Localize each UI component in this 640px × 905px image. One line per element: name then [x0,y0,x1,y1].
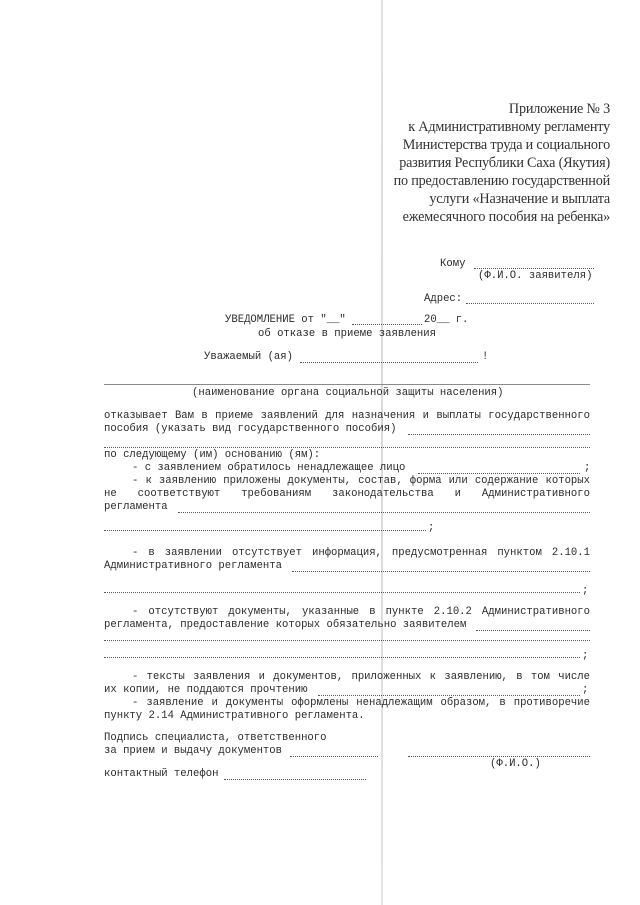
reason-1-line [418,473,580,474]
benefit-type-line-2 [104,447,590,448]
reason-3-line-2: Административного регламента [104,560,283,572]
reason-4-line-b [104,640,590,641]
annex-line-6: услуги «Назначение и выплата [429,191,610,207]
reason-4-line [476,630,590,631]
reason-4-end: ; [582,650,589,662]
reason-6-line-2: пункту 2.14 Административного регламента. [104,710,365,722]
reason-2-line-3: регламента [104,501,168,513]
refuse-line-2: пособия (указать вид государственного пособия) [104,423,397,435]
to-fill-line [474,268,594,269]
salutation-end: ! [482,351,489,363]
annex-line-2: к Административному регламенту [408,119,610,135]
reason-2-line-2: не соответствуют требованиям законодательства и Административного [104,488,590,500]
reason-3-end: ; [582,585,589,597]
notice-title-year: 20__ г. [424,314,469,326]
signature-fill-line [290,756,378,757]
organ-fill-line [104,384,590,385]
refuse-line-1: отказывает Вам в приеме заявлений для назначения и выплаты государственного [104,410,590,422]
annex-line-3: Министерства труда и социального [402,137,610,153]
annex-line-5: по предоставлению государственной [393,173,610,189]
salutation-fill-line [300,362,478,363]
annex-line-1: Приложение № 3 [508,101,610,117]
address-fill-line [466,303,594,304]
reason-2-line [178,512,590,513]
reason-5-line-2: их копии, не поддаются прочтению [104,684,308,696]
reason-2-line-1: - к заявлению приложены документы, состав, форма или содержание которых [132,475,590,487]
reason-4-line-2: регламента, предоставление которых обязательно заявителем [104,619,467,631]
notice-date-line [352,324,422,325]
to-label: Кому [440,258,466,270]
basis-heading: по следующему (им) основанию (ям): [104,449,321,461]
reason-5-line-1: - тексты заявления и документов, приложенных к заявлению, в том числе [132,671,590,683]
reason-2-line-b [104,530,426,531]
annex-line-7: ежемесячного пособия на ребенка» [402,209,610,225]
reason-2-end: ; [428,522,435,534]
reason-3-line-b [104,592,580,593]
reason-5-end: ; [582,684,589,696]
address-label: Адрес: [424,293,463,305]
applicant-fio-caption: (Ф.И.О. заявителя) [478,270,593,282]
signature-line-1: Подпись специалиста, ответственного [104,732,327,744]
notice-title-prefix: УВЕДОМЛЕНИЕ от "__" [225,314,346,326]
reason-3-line-1: - в заявлении отсутствует информация, предусмотренная пунктом 2.10.1 [132,547,590,559]
reason-1: - с заявлением обратилось ненадлежащее лицо [132,462,406,474]
reason-4-line-c [104,657,580,658]
scan-fold-line [381,0,383,905]
reason-1-end: ; [584,462,591,474]
reason-6-line-1: - заявление и документы оформлены ненадлежащим образом, в противоречие [132,697,590,709]
specialist-fio-line [408,756,590,757]
annex-line-4: развития Республики Саха (Якутия) [399,155,610,171]
phone-label: контактный телефон [104,768,219,780]
notice-subtitle: об отказе в приеме заявления [258,328,437,340]
organ-caption: (наименование органа социальной защиты населения) [192,387,504,399]
reason-3-line [292,571,590,572]
reason-4-line-1: - отсутствуют документы, указанные в пункте 2.10.2 Административного [132,606,590,618]
salutation: Уважаемый (ая) [204,351,294,363]
reason-5-line [318,695,580,696]
signature-line-2: за прием и выдачу документов [104,745,283,757]
specialist-fio-caption: (Ф.И.О.) [490,758,541,770]
phone-fill-line [224,779,366,780]
benefit-type-line [408,434,590,435]
